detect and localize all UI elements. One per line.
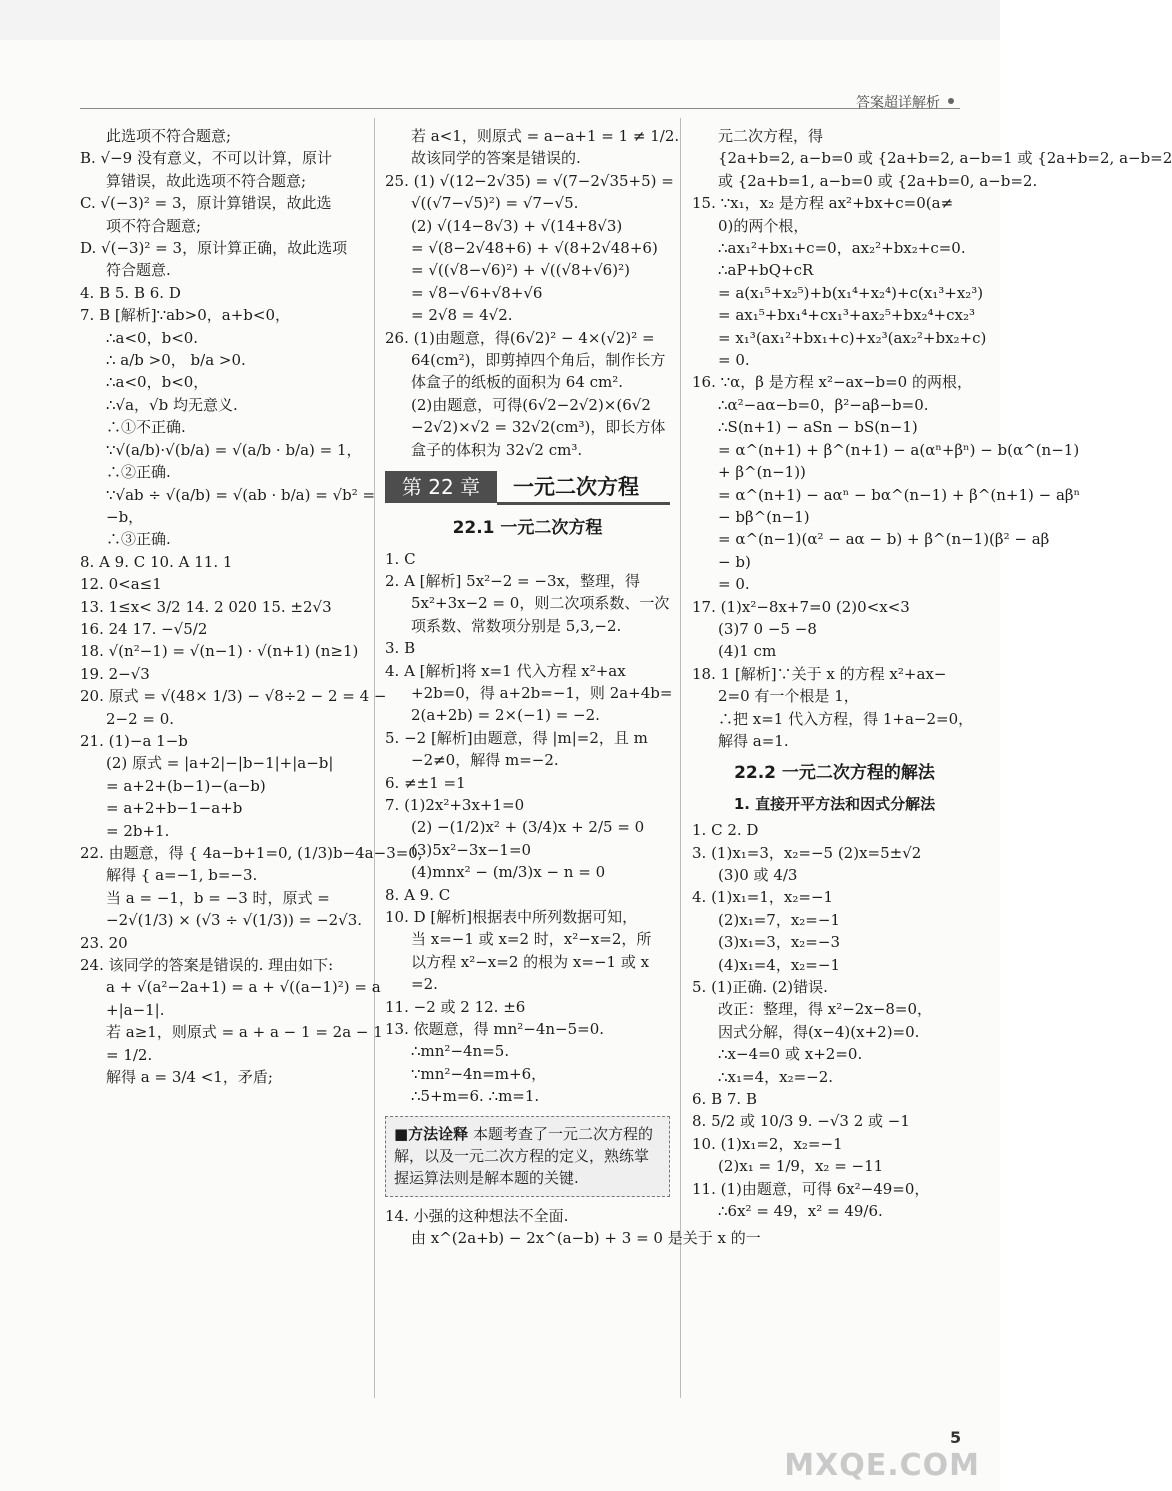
answer-line: 由 x^(2a+b) − 2x^(a−b) + 3 = 0 是关于 x 的一 <box>411 1229 761 1248</box>
answer-line: ∴③正确. <box>106 530 171 549</box>
answer-line: 6. ≠±1 =1 <box>385 773 466 792</box>
answer-line: 故该同学的答案是错误的. <box>411 149 581 168</box>
answer-line: 10. D [解析]根据表中所列数据可知， <box>385 908 638 926</box>
answer-line: 64(cm²)，即剪掉四个角后，制作长方 <box>411 351 666 370</box>
answer-line: D. √(−3)² = 3，原计算正确，故此选项 <box>80 239 348 258</box>
answer-line: ∵√ab ÷ √(a/b) = √(ab · b/a) = √b² = <box>106 485 376 504</box>
answer-line: ∴把 x=1 代入方程，得 1+a−2=0， <box>718 709 974 728</box>
section-title-22-1: 22.1 一元二次方程 <box>452 518 603 539</box>
answer-line: 2. A [解析] 5x²−2 = −3x，整理，得 <box>385 571 640 590</box>
answer-line: 2=0 有一个根是 1， <box>718 687 859 706</box>
page-number: 5 <box>950 1428 962 1447</box>
answer-line: ∴ a/b >0， b/a >0. <box>106 351 246 370</box>
answer-line: 4. A [解析]将 x=1 代入方程 x²+ax <box>385 661 626 680</box>
answer-line: (4)mnx² − (m/3)x − n = 0 <box>411 863 606 882</box>
answer-line: 改正：整理，得 x²−2x−8=0， <box>718 1000 933 1019</box>
method-label: ■方法诠释 <box>394 1124 469 1143</box>
answer-line: = a(x₁⁵+x₂⁵)+b(x₁⁴+x₂⁴)+c(x₁³+x₂³) <box>718 283 984 302</box>
answer-line: −b， <box>106 507 144 526</box>
answer-line: 11. (1)由题意，可得 6x²−49=0， <box>692 1179 930 1198</box>
answer-line: 1. C <box>385 549 416 568</box>
answer-line: 18. √(n²−1) = √(n−1) · √(n+1) (n≥1) <box>80 642 359 661</box>
answer-line: B. √−9 没有意义，不可以计算，原计 <box>80 149 332 168</box>
answer-line: (2)x₁ = 1/9，x₂ = −11 <box>718 1157 884 1176</box>
answer-line: 算错误，故此选项不符合题意; <box>106 171 307 190</box>
method-box <box>385 1116 670 1197</box>
answer-line: = x₁³(ax₁²+bx₁+c)+x₂³(ax₂²+bx₂+c) <box>718 328 987 347</box>
answer-line: 解得 a=1. <box>718 731 789 750</box>
answer-line: 14. 小强的这种想法不全面. <box>385 1206 569 1225</box>
answer-line: 5. −2 [解析]由题意，得 |m|=2，且 m <box>385 728 648 747</box>
watermark: MXQE.COM <box>784 1448 980 1483</box>
answer-line: 12. 0<a≤1 <box>80 575 162 594</box>
answer-line: = 2b+1. <box>106 821 170 840</box>
answer-line: (2)x₁=7，x₂=−1 <box>718 910 840 929</box>
answer-line: 符合题意. <box>106 261 171 280</box>
answer-line: 若 a<1，则原式 = a−a+1 = 1 ≠ 1/2. <box>411 127 680 145</box>
answer-line: 当 a = −1，b = −3 时，原式 = <box>106 888 330 907</box>
answer-line: {2a+b=2, a−b=0 或 {2a+b=2, a−b=1 或 {2a+b=2, a−b=2 <box>718 149 1172 168</box>
answer-line: ∴aP+bQ+cR <box>718 261 814 280</box>
answer-line: 体盒子的纸板的面积为 64 cm². <box>411 373 624 392</box>
method-text: 本题考查了一元二次方程的解，以及一元二次方程的定义，熟练掌握运算法则是解本题的关键. <box>394 1124 653 1188</box>
answer-line: 21. (1)−a 1−b <box>80 731 188 750</box>
answer-line: 6. B 7. B <box>692 1090 757 1109</box>
answer-line: = α^(n+1) − aαⁿ − bα^(n−1) + β^(n+1) − aβⁿ <box>718 485 1081 504</box>
answer-line: 2−2 = 0. <box>106 709 175 728</box>
header-dot-icon <box>948 98 954 104</box>
answer-line: 16. ∵α，β 是方程 x²−ax−b=0 的两根， <box>692 373 972 392</box>
answer-line: 解得 { a=−1, b=−3. <box>106 866 258 885</box>
answer-line: − bβ^(n−1) <box>718 507 810 526</box>
chapter-banner <box>385 469 670 507</box>
answer-line: =2. <box>411 975 438 994</box>
column-3 <box>692 125 1172 1223</box>
answer-line: = √8−√6+√8+√6 <box>411 283 543 302</box>
answer-line: = α^(n+1) + β^(n+1) − a(αⁿ+βⁿ) − b(α^(n−1) <box>718 440 1080 459</box>
answer-line: = a+2+b−1−a+b <box>106 799 243 818</box>
answer-line: a + √(a²−2a+1) = a + √((a−1)²) = a <box>106 978 381 997</box>
answer-line: ∴①不正确. <box>106 418 186 437</box>
answer-line: −2≠0，解得 m=−2. <box>411 751 559 770</box>
answer-line: = 0. <box>718 575 750 594</box>
answer-line: 此选项不符合题意; <box>106 127 232 145</box>
answer-line: (2) √(14−8√3) + √(14+8√3) <box>411 216 623 235</box>
answer-line: = √(8−2√48+6) + √(8+2√48+6) <box>411 239 658 258</box>
answer-line: 10. (1)x₁=2，x₂=−1 <box>692 1134 843 1153</box>
answer-line: 盒子的体积为 32√2 cm³. <box>411 440 583 459</box>
answer-line: ∵mn²−4n=m+6， <box>411 1064 547 1083</box>
answer-line: ∴5+m=6. ∴m=1. <box>411 1087 540 1106</box>
answer-line: 24. 该同学的答案是错误的. 理由如下: <box>80 956 334 975</box>
answer-line: + β^(n−1)) <box>718 463 806 482</box>
answer-line: (3)5x²−3x−1=0 <box>411 840 532 859</box>
answer-line: 19. 2−√3 <box>80 664 150 683</box>
answer-line: 项系数、常数项分别是 5,3,−2. <box>411 616 622 635</box>
answer-line: ∴x−4=0 或 x+2=0. <box>718 1045 863 1064</box>
answer-line: 8. A 9. C <box>385 885 451 904</box>
answer-line: 26. (1)由题意，得(6√2)² − 4×(√2)² = <box>385 328 655 347</box>
answer-line: ∴②正确. <box>106 463 171 482</box>
subsection-title: 1. 直接开平方法和因式分解法 <box>733 794 936 813</box>
answer-line: 3. (1)x₁=3，x₂=−5 (2)x=5±√2 <box>692 843 922 862</box>
answer-line: ∴mn²−4n=5. <box>411 1042 510 1061</box>
answer-line: 8. A 9. C 10. A 11. 1 <box>80 552 233 571</box>
answer-line: 4. (1)x₁=1，x₂=−1 <box>692 888 834 907</box>
answer-line: 18. 1 [解析]∵关于 x 的方程 x²+ax− <box>692 664 947 683</box>
answer-line: 11. −2 或 2 12. ±6 <box>385 997 526 1016</box>
answer-line: 16. 24 17. −√5/2 <box>80 619 208 638</box>
answer-line: (3)x₁=3，x₂=−3 <box>718 933 840 952</box>
answer-line: (2)由题意，可得(6√2−2√2)×(6√2 <box>411 395 651 414</box>
answer-line: −2√(1/3) × (√3 ÷ √(1/3)) = −2√3. <box>106 911 363 930</box>
answer-line: ∴√a，√b 均无意义. <box>106 395 238 414</box>
answer-line: (4)1 cm <box>718 642 777 661</box>
answer-line: = a+2+(b−1)−(a−b) <box>106 776 266 795</box>
answer-line: ∴α²−aα−b=0，β²−aβ−b=0. <box>718 395 929 414</box>
answer-line: = √((√8−√6)²) + √((√8+√6)²) <box>411 261 630 280</box>
answer-line: 7. (1)2x²+3x+1=0 <box>385 795 525 814</box>
column-divider <box>680 118 681 1398</box>
answer-line: = ax₁⁵+bx₁⁴+cx₁³+ax₂⁵+bx₂⁴+cx₂³ <box>718 306 975 325</box>
answer-line: − b) <box>718 552 751 571</box>
answer-line: (2) −(1/2)x² + (3/4)x + 2/5 = 0 <box>411 818 645 837</box>
answer-line: 元二次方程，得 <box>718 127 824 145</box>
answer-line: 4. B 5. B 6. D <box>80 283 181 302</box>
answer-line: 23. 20 <box>80 933 128 952</box>
chapter-label: 第 22 章 <box>385 471 497 503</box>
answer-line: +|a−1|. <box>106 1000 165 1019</box>
answer-line: C. √(−3)² = 3，原计算错误，故此选 <box>80 194 332 213</box>
answer-line: ∵√(a/b)·√(b/a) = √(a/b · b/a) = 1， <box>106 440 362 459</box>
answer-line: (4)x₁=4，x₂=−1 <box>718 955 840 974</box>
answer-line: (3)0 或 4/3 <box>718 866 798 884</box>
answer-line: ∴ax₁²+bx₁+c=0，ax₂²+bx₂+c=0. <box>718 239 966 258</box>
chapter-title: 一元二次方程 <box>513 475 639 500</box>
answer-line: 或 {2a+b=1, a−b=0 或 {2a+b=0, a−b=2. <box>718 171 1038 190</box>
answer-line: 以方程 x²−x=2 的根为 x=−1 或 x <box>411 952 650 971</box>
answer-line: ∴S(n+1) − aSn − bS(n−1) <box>718 418 918 437</box>
answer-line: √((√7−√5)²) = √7−√5. <box>411 194 579 213</box>
answer-line: 1. C 2. D <box>692 821 759 840</box>
answer-line: ∴x₁=4，x₂=−2. <box>718 1067 834 1086</box>
header-rule <box>80 108 960 109</box>
answer-line: 若 a≥1，则原式 = a + a − 1 = 2a − 1 <box>106 1023 383 1042</box>
answer-line: ∴a<0，b<0. <box>106 328 199 347</box>
column-divider <box>374 118 375 1398</box>
answer-line: ∴6x² = 49，x² = 49/6. <box>718 1202 883 1221</box>
answer-line: 5x²+3x−2 = 0，则二次项系数、一次 <box>411 594 670 613</box>
answer-line: = 0. <box>718 351 750 370</box>
answer-line: 当 x=−1 或 x=2 时，x²−x=2，所 <box>411 930 652 949</box>
header-title: 答案超详解析 <box>856 95 940 111</box>
answer-line: (3)7 0 −5 −8 <box>718 619 817 638</box>
answer-line: = 2√8 = 4√2. <box>411 306 513 325</box>
answer-line: 3. B <box>385 639 416 658</box>
answer-line: 17. (1)x²−8x+7=0 (2)0<x<3 <box>692 597 910 616</box>
answer-line: 8. 5/2 或 10/3 9. −√3 2 或 −1 <box>692 1112 910 1131</box>
answer-line: 13. 依题意，得 mn²−4n−5=0. <box>385 1020 605 1039</box>
answer-line: 22. 由题意，得 { 4a−b+1=0, (1/3)b−4a−3=0, <box>80 844 423 862</box>
section-title-22-2: 22.2 一元二次方程的解法 <box>734 763 935 784</box>
top-band <box>0 0 1000 40</box>
answer-line: ∴a<0，b<0， <box>106 373 209 392</box>
answer-line: 因式分解，得(x−4)(x+2)=0. <box>718 1022 920 1041</box>
answer-line: 项不符合题意; <box>106 216 202 235</box>
answer-line: = 1/2. <box>106 1045 153 1064</box>
answer-line: 5. (1)正确. (2)错误. <box>692 978 828 997</box>
answer-line: 解得 a = 3/4 <1，矛盾; <box>106 1068 273 1087</box>
answer-line: 2(a+2b) = 2×(−1) = −2. <box>411 706 600 725</box>
answer-line: 13. 1≤x< 3/2 14. 2 020 15. ±2√3 <box>80 597 332 616</box>
answer-line: 25. (1) √(12−2√35) = √(7−2√35+5) = <box>385 171 674 190</box>
answer-line: −2√2)×√2 = 32√2(cm³)，即长方体 <box>411 418 666 437</box>
answer-line: 0)的两个根， <box>718 216 809 235</box>
answer-line: 15. ∵x₁，x₂ 是方程 ax²+bx+c=0(a≠ <box>692 194 954 213</box>
answer-line: +2b=0，得 a+2b=−1，则 2a+4b= <box>411 683 673 702</box>
answer-line: 7. B [解析]∵ab>0，a+b<0， <box>80 306 291 325</box>
answer-line: = α^(n−1)(α² − aα − b) + β^(n−1)(β² − aβ <box>718 530 1050 549</box>
answer-line: (2) 原式 = |a+2|−|b−1|+|a−b| <box>106 754 334 773</box>
answer-line: 20. 原式 = √(48× 1/3) − √8÷2 − 2 = 4 − <box>80 687 387 706</box>
